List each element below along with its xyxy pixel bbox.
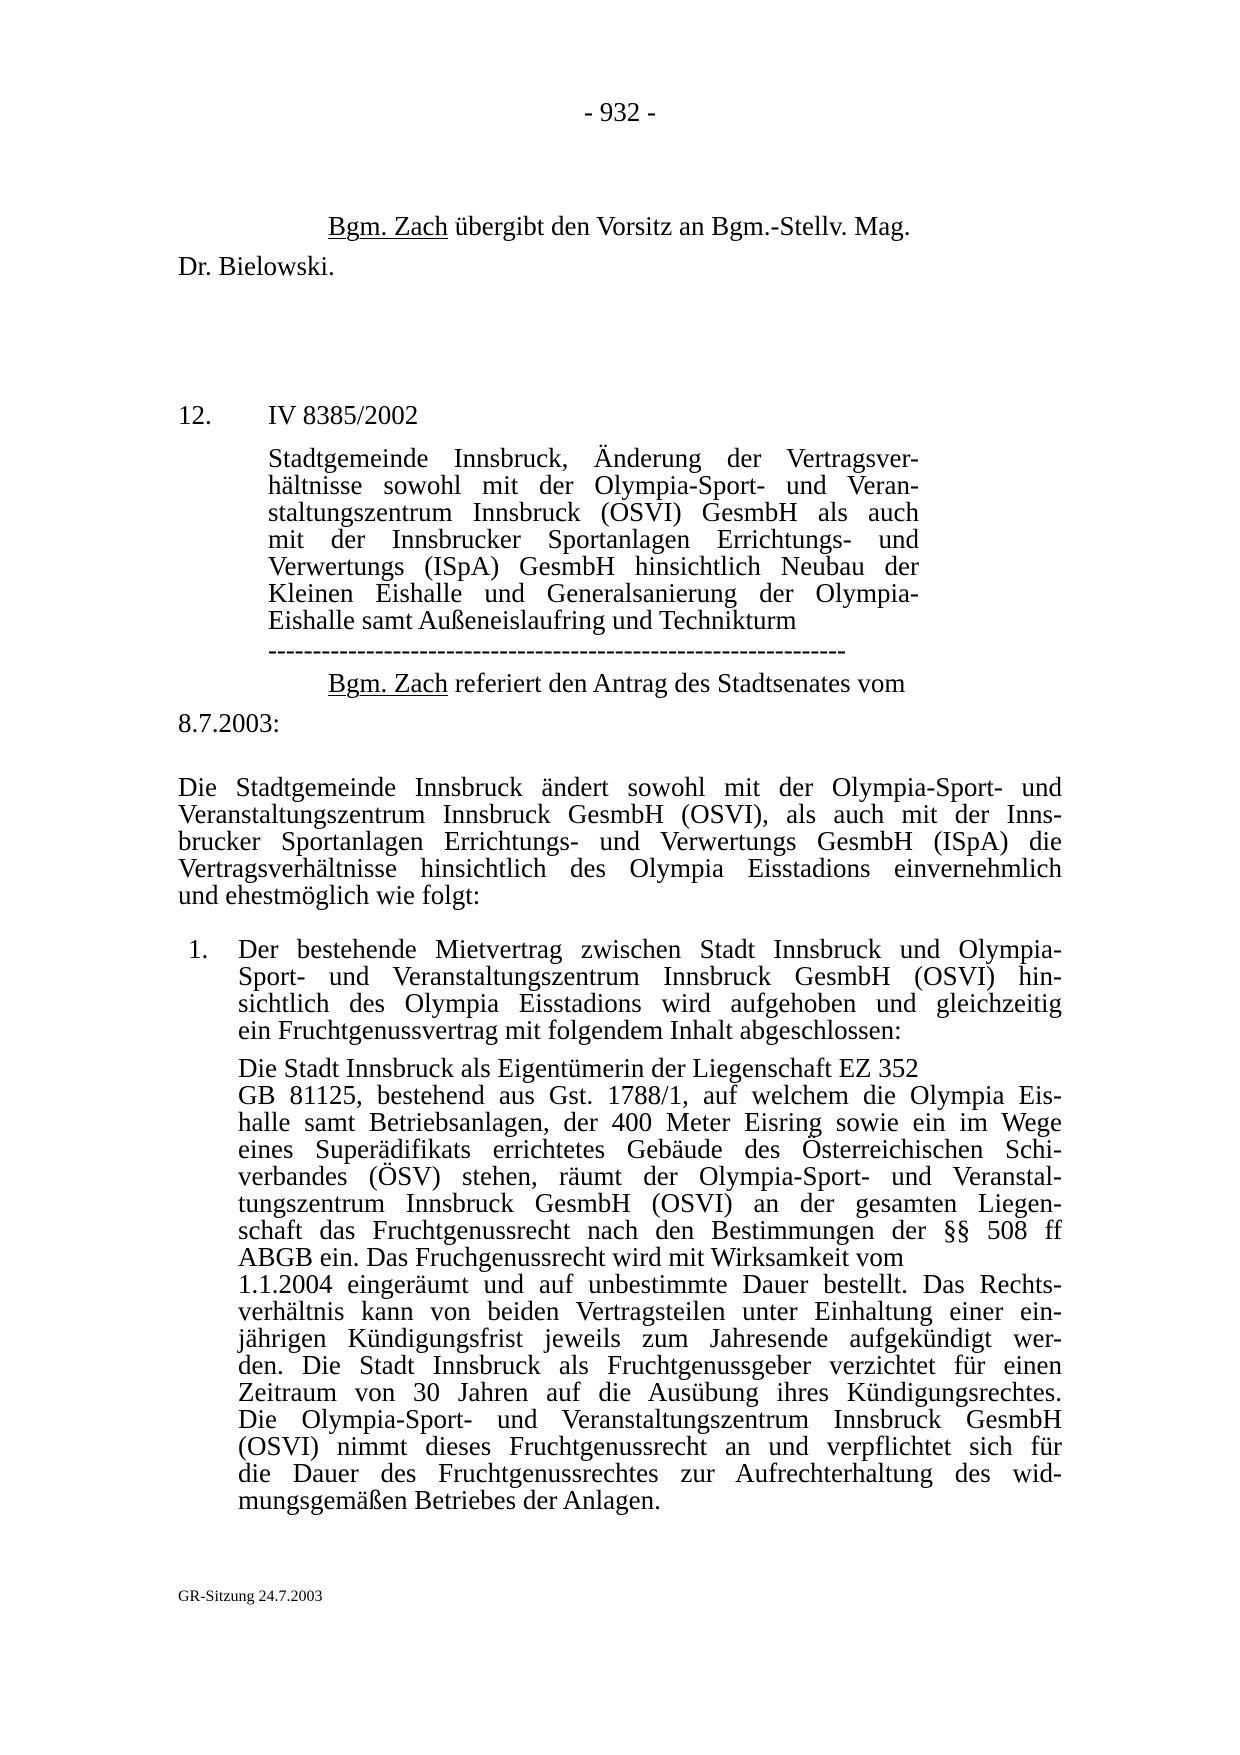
text-line: Zeitraum von 30 Jahren auf die Ausübung ihres Kündigungsrechtes. bbox=[238, 1377, 1062, 1407]
text-line: und ehestmöglich wie folgt: bbox=[178, 880, 481, 910]
text-line: Stadtgemeinde Innsbruck, Änderung der Vertragsver- bbox=[268, 443, 919, 473]
text-line: brucker Sportanlagen Errichtungs- und Verwertungs GesmbH (ISpA) die bbox=[178, 826, 1062, 856]
speaker-name: Bgm. Zach bbox=[328, 668, 448, 698]
handover-text: übergibt den Vorsitz an Bgm.-Stellv. Mag. bbox=[447, 211, 911, 241]
text-line: Verwertungs (ISpA) GesmbH hinsichtlich Neubau der bbox=[268, 551, 919, 581]
text-line: hältnisse sowohl mit der Olympia-Sport- und Veran- bbox=[268, 470, 919, 500]
text-line: Kleinen Eishalle und Generalsanierung der Olympia- bbox=[268, 578, 919, 608]
text-line: halle samt Betriebsanlagen, der 400 Meter Eisring sowie ein im Wege bbox=[238, 1107, 1062, 1137]
text-line: Die Olympia-Sport- und Veranstaltungszentrum Innsbruck GesmbH bbox=[238, 1404, 1062, 1434]
text-line: ABGB ein. Das Fruchgenussrecht wird mit Wirksamkeit vom bbox=[238, 1242, 904, 1272]
text-line: schaft das Fruchtgenussrecht nach den Bestimmungen der §§ 508 ff bbox=[238, 1215, 1062, 1245]
text-line: Veranstaltungszentrum Innsbruck GesmbH (OSVI), als auch mit der Inns- bbox=[178, 799, 1062, 829]
intro-paragraph bbox=[178, 774, 1062, 909]
item-title bbox=[268, 445, 919, 634]
text-line: eines Superädifikats errichtetes Gebäude des Österreichischen Schi- bbox=[238, 1134, 1062, 1164]
point-number: 1. bbox=[188, 934, 209, 964]
speaker-name: Bgm. Zach bbox=[328, 211, 448, 241]
text-line: Die Stadt Innsbruck als Eigentümerin der Liegenschaft EZ 352 bbox=[238, 1053, 919, 1083]
text-line: den. Die Stadt Innsbruck als Fruchtgenussgeber verzichtet für einen bbox=[238, 1350, 1062, 1380]
text-line: ein Fruchtgenussvertrag mit folgendem Inhalt abgeschlossen: bbox=[238, 1015, 902, 1045]
text-line: Die Stadtgemeinde Innsbruck ändert sowohl mit der Olympia-Sport- und bbox=[178, 772, 1062, 802]
text-line: die Dauer des Fruchtgenussrechtes zur Aufrechterhaltung des wid- bbox=[238, 1458, 1062, 1488]
text-line: tungszentrum Innsbruck GesmbH (OSVI) an der gesamten Liegen- bbox=[238, 1188, 1062, 1218]
referral-date: 8.7.2003: bbox=[178, 708, 281, 738]
handover-line bbox=[328, 213, 910, 240]
text-line: GB 81125, bestehend aus Gst. 1788/1, auf welchem die Olympia Eis- bbox=[238, 1080, 1062, 1110]
text-line: mungsgemäßen Betriebes der Anlagen. bbox=[238, 1485, 661, 1515]
text-line: 1.1.2004 eingeräumt und auf unbestimmte Dauer bestellt. Das Rechts- bbox=[238, 1269, 1062, 1299]
item-number: 12. bbox=[178, 400, 212, 430]
text-line: mit der Innsbrucker Sportanlagen Errichtungs- und bbox=[268, 524, 919, 554]
text-line: Der bestehende Mietvertrag zwischen Stadt Innsbruck und Olympia- bbox=[238, 934, 1062, 964]
text-line: (OSVI) nimmt dieses Fruchtgenussrecht an und verpflichtet sich für bbox=[238, 1431, 1062, 1461]
text-line: Eishalle samt Außeneislaufring und Technikturm bbox=[268, 605, 797, 635]
referral-line bbox=[328, 670, 905, 697]
text-line: Vertragsverhältnisse hinsichtlich des Olympia Eisstadions einvernehmlich bbox=[178, 853, 1062, 883]
item-code: IV 8385/2002 bbox=[268, 400, 419, 430]
separator-line: ----------------------------------------------------------------- bbox=[268, 635, 846, 665]
footer: GR-Sitzung 24.7.2003 bbox=[178, 1588, 323, 1605]
text-line: staltungszentrum Innsbruck (OSVI) GesmbH als auch bbox=[268, 497, 919, 527]
text-line: Sport- und Veranstaltungszentrum Innsbruck GesmbH (OSVI) hin- bbox=[238, 961, 1062, 991]
handover-line-2: Dr. Bielowski. bbox=[178, 251, 335, 281]
text-line: sichtlich des Olympia Eisstadions wird aufgehoben und gleichzeitig bbox=[238, 988, 1062, 1018]
contract-paragraph bbox=[238, 1055, 1062, 1514]
text-line: jährigen Kündigungsfrist jeweils zum Jahresende aufgekündigt wer- bbox=[238, 1323, 1062, 1353]
point-paragraph bbox=[238, 936, 1062, 1044]
page-number: - 932 - bbox=[584, 97, 656, 127]
text-line: verbandes (ÖSV) stehen, räumt der Olympia-Sport- und Veranstal- bbox=[238, 1161, 1062, 1191]
text-line: verhältnis kann von beiden Vertragsteilen unter Einhaltung einer ein- bbox=[238, 1296, 1062, 1326]
referral-text: referiert den Antrag des Stadtsenates vom bbox=[447, 668, 906, 698]
